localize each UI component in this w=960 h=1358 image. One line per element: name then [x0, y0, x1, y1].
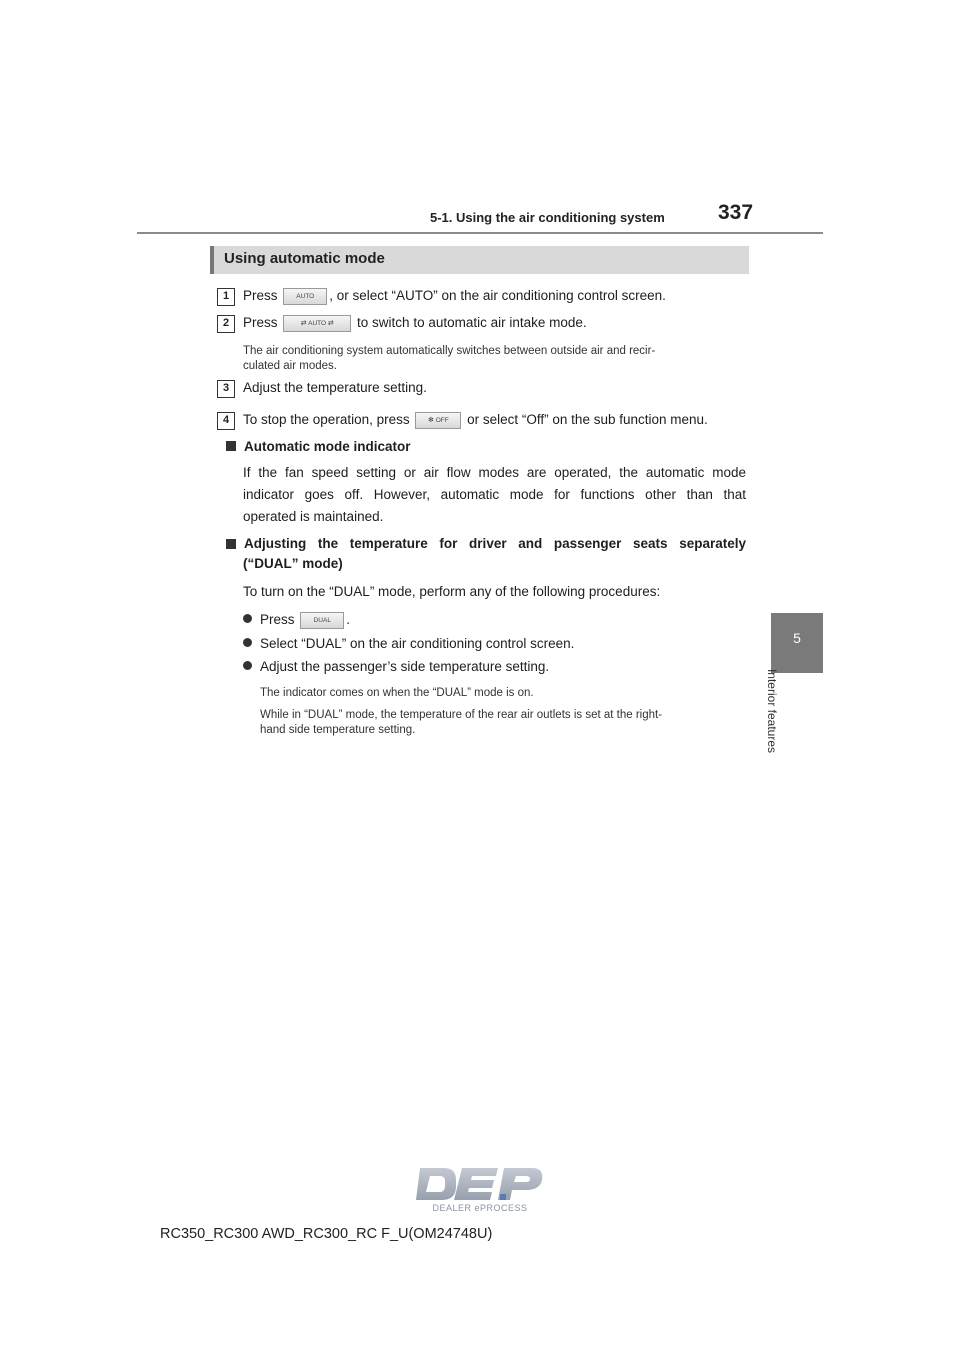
dual-mode-heading: Adjusting the temperature for driver and passenger seats separately (“DUAL” mode) [226, 536, 746, 571]
logo-tagline: DEALER ePROCESS [432, 1203, 528, 1213]
step-1-text: Press AUTO , or select “AUTO” on the air conditioning control screen. [243, 288, 666, 304]
running-header-section: 5-1. Using the air conditioning system [430, 210, 665, 225]
footer-model-code: RC350_RC300 AWD_RC300_RC F_U(OM24748U) [160, 1226, 493, 1242]
off-button-image: ✻ OFF [415, 412, 461, 429]
square-bullet-icon [226, 441, 236, 451]
round-bullet-icon [243, 638, 252, 647]
auto-indicator-heading: Automatic mode indicator [226, 439, 411, 454]
dep-logo-icon [414, 1164, 546, 1204]
section-heading-text: Using automatic mode [224, 250, 385, 267]
step-3-text: Adjust the temperature setting. [243, 380, 427, 395]
dual-button-image: DUAL [300, 612, 344, 629]
section-heading [210, 246, 749, 274]
recirculate-icon: ⇄ [300, 320, 307, 327]
step-number-4: 4 [217, 412, 235, 430]
dual-bullet-2: Select “DUAL” on the air conditioning control screen. [243, 636, 574, 651]
fan-icon: ✻ [428, 417, 434, 424]
auto-air-intake-button-image: ⇄ AUTO ⇄ [283, 315, 351, 332]
step-2-text: Press ⇄ AUTO ⇄ to switch to automatic air intake mode. [243, 315, 587, 331]
header-rule [137, 232, 823, 234]
round-bullet-icon [243, 614, 252, 623]
step-2-note: The air conditioning system automatically switches between outside air and recir- culated air modes. [243, 345, 656, 372]
dual-mode-intro: To turn on the “DUAL” mode, perform any of the following procedures: [243, 584, 661, 599]
recirculate-icon: ⇄ [327, 320, 334, 327]
step-4-text: To stop the operation, press ✻ OFF or select “Off” on the sub function menu. [243, 412, 708, 428]
chapter-tab-number: 5 [793, 630, 801, 646]
step-number-2: 2 [217, 315, 235, 333]
square-bullet-icon [226, 539, 236, 549]
page-number: 337 [718, 201, 754, 224]
dual-note-1: The indicator comes on when the “DUAL” mode is on. [260, 687, 534, 699]
chapter-tab-label: Interior features [765, 668, 779, 754]
round-bullet-icon [243, 661, 252, 670]
dual-bullet-3: Adjust the passenger’s side temperature setting. [243, 659, 549, 674]
auto-indicator-body: If the fan speed setting or air flow modes are operated, the automatic mode indicator goes off. However, automatic mode for functions other than that operated is maintained. [243, 465, 746, 524]
step-number-3: 3 [217, 380, 235, 398]
step-number-1: 1 [217, 288, 235, 306]
dual-note-2: While in “DUAL” mode, the temperature of the rear air outlets is set at the right- hand side temperature setting. [260, 709, 663, 736]
auto-button-image: AUTO [283, 288, 327, 305]
dual-bullet-1: Press DUAL . [243, 612, 350, 629]
